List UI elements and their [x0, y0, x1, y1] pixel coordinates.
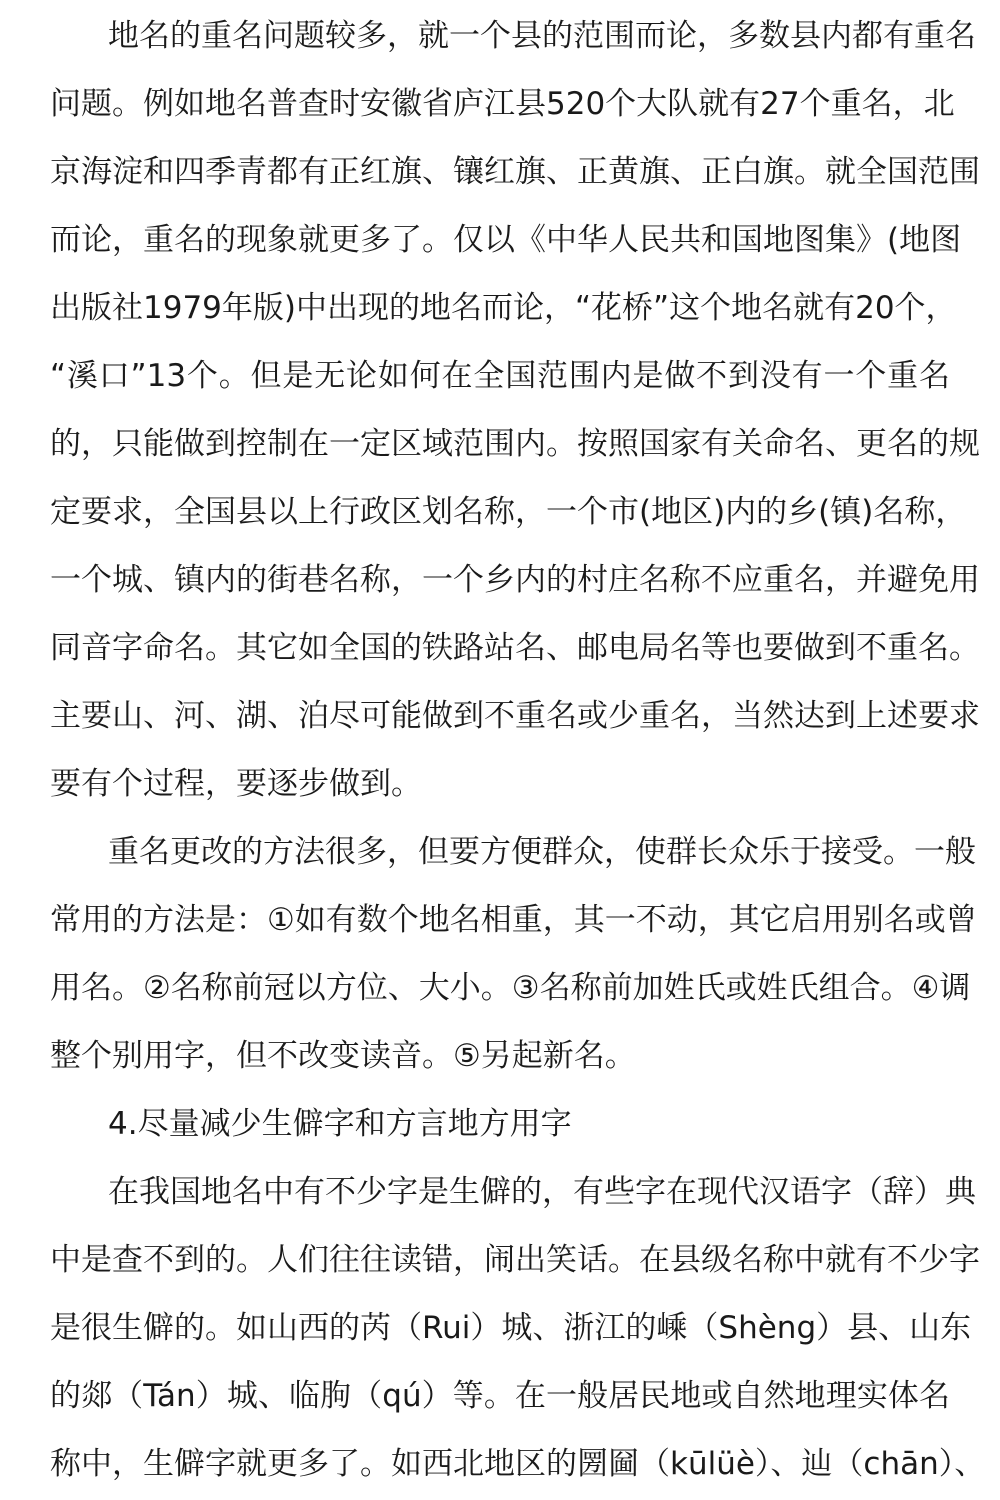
text-line: 问题。例如地名普查时安徽省庐江县520个大队就有27个重名，北	[50, 86, 955, 122]
text-line: 是很生僻的。如山西的芮（Rui）城、浙江的嵊（Shèng）县、山东	[50, 1310, 972, 1346]
text-line: 主要山、河、湖、泊尽可能做到不重名或少重名，当然达到上述要求	[50, 698, 980, 734]
text-line: 整个别用字，但不改变读音。⑤另起新名。	[50, 1038, 636, 1074]
text-line: 而论，重名的现象就更多了。仅以《中华人民共和国地图集》(地图	[50, 222, 962, 258]
text-line: 常用的方法是：①如有数个地名相重，其一不动，其它启用别名或曾	[50, 902, 977, 938]
text-line: 重名更改的方法很多，但要方便群众，使群长众乐于接受。一般	[108, 834, 976, 870]
text-line: 出版社1979年版)中出现的地名而论，“花桥”这个地名就有20个，	[50, 290, 957, 326]
text-line: 的，只能做到控制在一定区域范围内。按照国家有关命名、更名的规	[50, 426, 980, 462]
text-line: 在我国地名中有不少字是生僻的，有些字在现代汉语字（辞）典	[108, 1174, 976, 1210]
text-line: 一个城、镇内的街巷名称，一个乡内的村庄名称不应重名，并避免用	[50, 562, 980, 598]
text-line: 定要求，全国县以上行政区划名称，一个市(地区)内的乡(镇)名称，	[50, 494, 967, 530]
text-line: 中是查不到的。人们往往读错，闹出笑话。在县级名称中就有不少字	[50, 1242, 980, 1278]
text-line: 用名。②名称前冠以方位、大小。③名称前加姓氏或姓氏组合。④调	[50, 970, 971, 1006]
text-line: 称中，生僻字就更多了。如西北地区的圐圙（kūlüè）、辿（chān）、	[50, 1446, 986, 1482]
text-line: 地名的重名问题较多，就一个县的范围而论，多数县内都有重名	[108, 18, 976, 54]
text-line: 京海淀和四季青都有正红旗、镶红旗、正黄旗、正白旗。就全国范围	[50, 154, 980, 190]
text-line: 的郯（Tán）城、临朐（qú）等。在一般居民地或自然地理实体名	[50, 1378, 950, 1414]
text-line: 同音字命名。其它如全国的铁路站名、邮电局名等也要做到不重名。	[50, 630, 980, 666]
text-line: 要有个过程，要逐步做到。	[50, 766, 422, 802]
text-line: “溪口”13个。但是无论如何在全国范围内是做不到没有一个重名	[50, 358, 950, 394]
section-heading: 4.尽量减少生僻字和方言地方用字	[108, 1106, 572, 1142]
